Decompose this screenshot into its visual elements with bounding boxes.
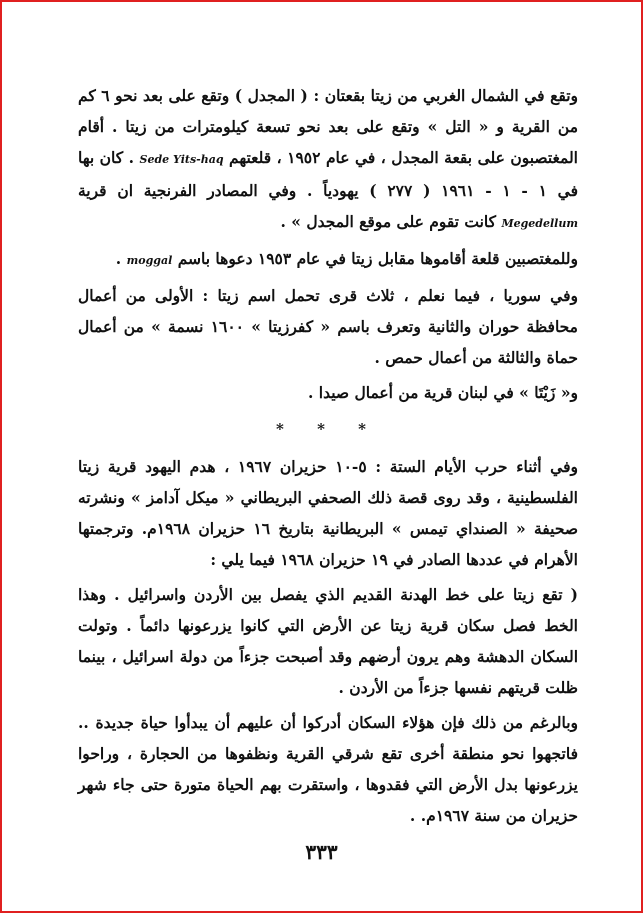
section-separator: * * * xyxy=(276,420,380,438)
paragraph-text: وللمغتصبين قلعة أقاموها مقابل زيتا في عام ١٩٥٣ دعوها باسم xyxy=(177,249,578,268)
latin-term-sede-yitshaq: Sede Yits-haq xyxy=(139,153,224,166)
paragraph-text: وتقع في الشمال الغربي من زيتا بقعتان : ( المجدل ) وتقع على بعد نحو ٦ كم من القرية و « التل » وتقع على بعد نحو تسعة كيلومترات من زيتا . أقام المغتصبون على بقعة المجدل ، في عام ١٩٥٢ ، قلعتهم xyxy=(78,86,579,167)
paragraph-lebanon: و« زَيْتَا » في لبنان قرية من أعمال صيدا . xyxy=(307,383,578,402)
paragraph-text: . كان بها في ١ - ١ - ١٩٦١ ( ٢٧٧ ) يهودياً . وفي المصادر الفرنجية ان قرية xyxy=(78,148,578,200)
paragraph-majdal xyxy=(78,80,578,239)
document-body xyxy=(78,80,578,831)
paragraph-quote: ( تقع زيتا على خط الهدنة القديم الذي يفصل بين الأردن واسرائيل . وهذا الخط فصل سكان قرية زيتا عن الأرض التي كانوا يزرعونها دائماً . وتولت السكان الدهشة وهم يرون أرضهم وقد أصبحت جزءاً من دولة اسرائيل ، بينما ظلت قريتهم نفسها جزءاً من الأردن . xyxy=(78,585,578,697)
latin-term-megedellum: Megedellum xyxy=(501,217,578,230)
paragraph-text: . xyxy=(115,249,122,268)
paragraph-new-life: وبالرغم من ذلك فإن هؤلاء السكان أدركوا أن عليهم أن يبدأوا حياة جديدة .. فاتجهوا نحو منطقة أخرى تقع شرقي القرية ونظفوها من الحجارة ، وراحوا يزرعونها بدل الأرض التي فقدوها ، واستقرت بهم الحياة متورة حتى جاء شهر حزيران من سنة ١٩٦٧م. . xyxy=(78,713,578,825)
paragraph-syria: وفي سوريا ، فيما نعلم ، ثلاث قرى تحمل اسم زيتا : الأولى من أعمال محافظة حوران والثانية وتعرف باسم « كفرزيتا » ١٦٠٠ نسمة » من أعمال حماة والثالثة من أعمال حمص . xyxy=(78,286,578,367)
paragraph-text: كانت تقوم على موقع المجدل » . xyxy=(280,212,497,231)
latin-term-moggal: moggal xyxy=(126,254,173,267)
page-number: ٣٣٣ xyxy=(305,840,338,864)
paragraph-war: وفي أثناء حرب الأيام الستة : ٥-١٠ حزيران ١٩٦٧ ، هدم اليهود قرية زيتا الفلسطينية ، وقد روى قصة ذلك الصحفي البريطاني « ميكل آدامز » ونشرته صحيفة « الصنداي تيمس » البريطانية بتاريخ ١٦ حزيران ١٩٦٨م. وترجمتها الأهرام في عددها الصادر في ١٩ حزيران ١٩٦٨ فيما يلي : xyxy=(78,457,578,569)
paragraph-fortress xyxy=(78,243,578,276)
